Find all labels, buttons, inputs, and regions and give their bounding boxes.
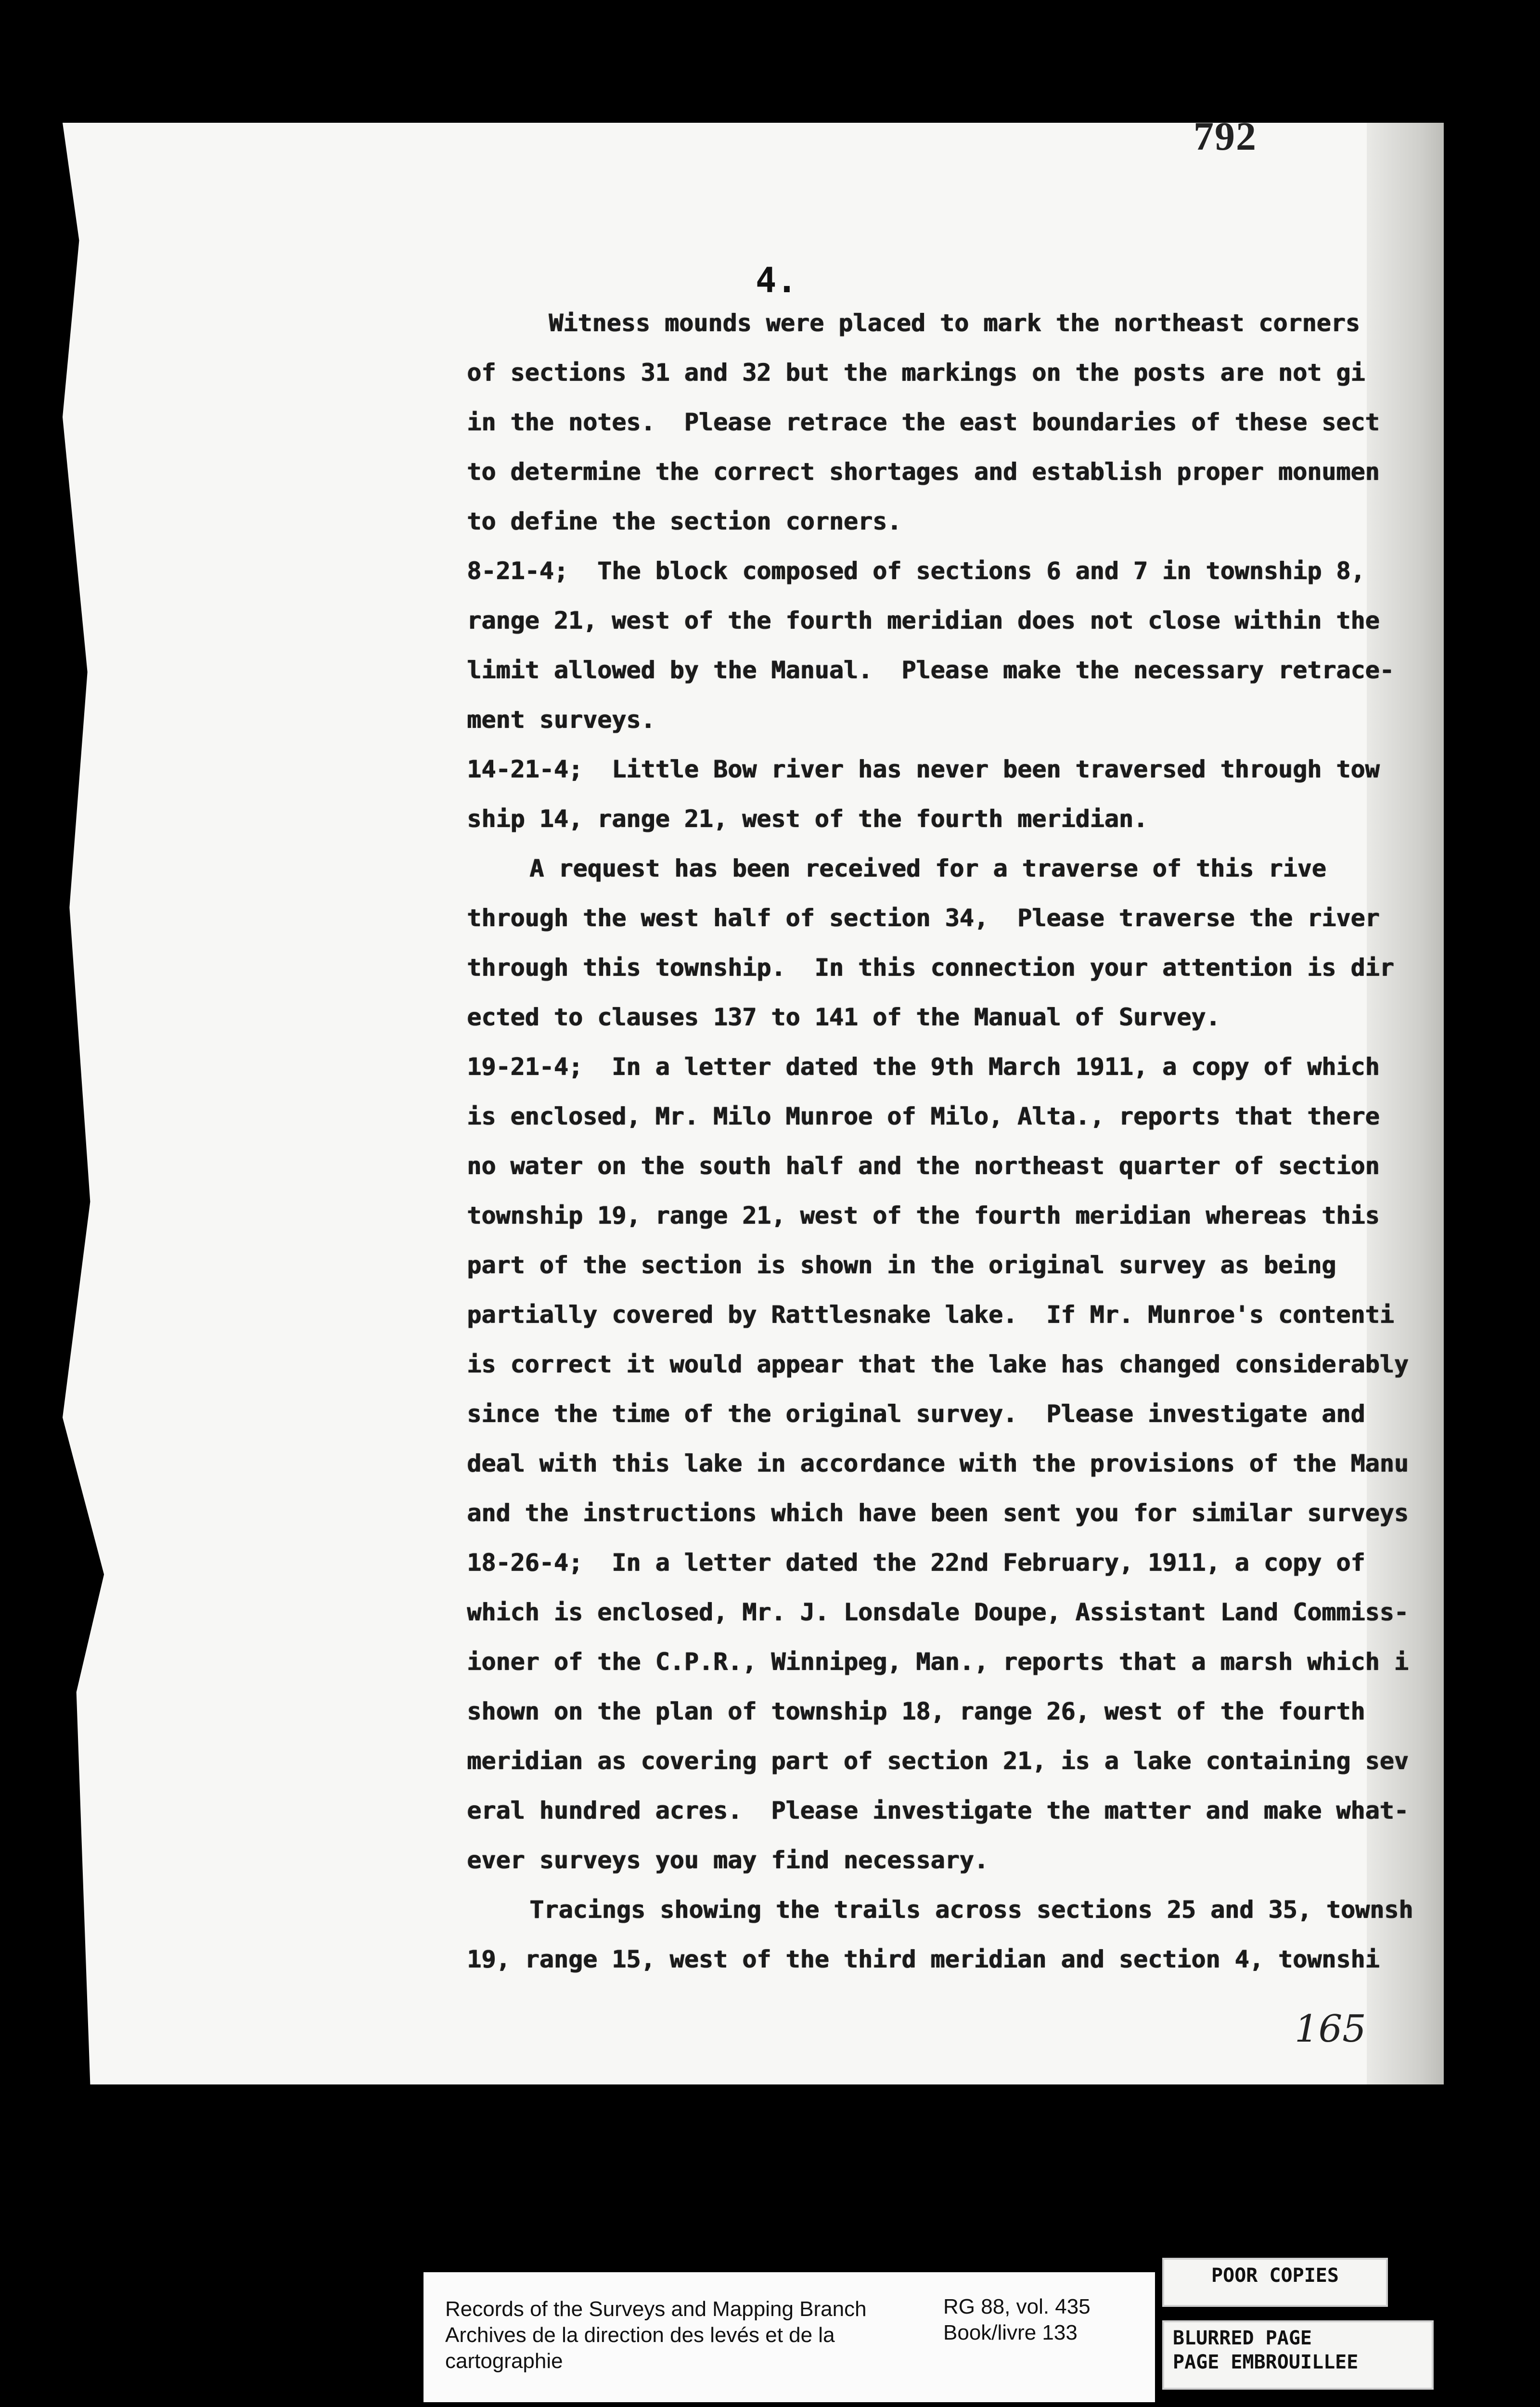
archive-record-title bbox=[445, 2296, 867, 2374]
typed-line: eral hundred acres. Please investigate the matter and make what- bbox=[467, 1797, 1409, 1825]
typed-line: is enclosed, Mr. Milo Munroe of Milo, Alta., reports that there bbox=[467, 1102, 1380, 1130]
typed-line: A request has been received for a traverse of this rive bbox=[529, 854, 1326, 882]
poor-copies-stamp: POOR COPIES bbox=[1162, 2258, 1388, 2307]
record-group-volume: RG 88, vol. 435 bbox=[943, 2295, 1091, 2318]
typed-line: since the time of the original survey. Please investigate and bbox=[467, 1400, 1365, 1428]
blurred-page-stamp bbox=[1162, 2320, 1434, 2390]
typed-line: ever surveys you may find necessary. bbox=[467, 1846, 988, 1874]
typed-line: ected to clauses 137 to 141 of the Manual of Survey. bbox=[467, 1003, 1220, 1031]
typed-line: deal with this lake in accordance with the provisions of the Manu bbox=[467, 1449, 1409, 1477]
archive-record-title-en: Records of the Surveys and Mapping Branch bbox=[445, 2297, 867, 2321]
archive-record-title-fr: Archives de la direction des levés et de la bbox=[445, 2323, 835, 2347]
typed-line: 18-26-4; In a letter dated the 22nd February, 1911, a copy of bbox=[467, 1549, 1365, 1577]
typed-line: no water on the south half and the northeast quarter of section bbox=[467, 1152, 1380, 1180]
section-number: 4. bbox=[756, 260, 797, 300]
typed-line: Tracings showing the trails across sections 25 and 35, townsh bbox=[529, 1896, 1413, 1924]
typed-line: of sections 31 and 32 but the markings on the posts are not gi bbox=[467, 359, 1365, 387]
typed-line: is correct it would appear that the lake has changed considerably bbox=[467, 1350, 1409, 1378]
typed-line: to define the section corners. bbox=[467, 507, 902, 535]
typed-line: and the instructions which have been sent you for similar surveys bbox=[467, 1499, 1409, 1527]
typed-line: ment surveys. bbox=[467, 706, 655, 734]
typed-line: ship 14, range 21, west of the fourth meridian. bbox=[467, 805, 1148, 833]
typed-line: township 19, range 21, west of the fourth meridian whereas this bbox=[467, 1202, 1380, 1229]
typed-line: through this township. In this connection your attention is dir bbox=[467, 954, 1394, 982]
archive-record-title-fr-cont: cartographie bbox=[445, 2349, 563, 2373]
typed-line: through the west half of section 34, Please traverse the river bbox=[467, 904, 1380, 932]
archive-reference-label bbox=[424, 2272, 1155, 2402]
handwritten-folio-number: 165 bbox=[1295, 2007, 1366, 2051]
typed-letter-body bbox=[467, 298, 1424, 1984]
typed-line: in the notes. Please retrace the east boundaries of these sect bbox=[467, 408, 1380, 436]
typed-line: 14-21-4; Little Bow river has never been traversed through tow bbox=[467, 755, 1380, 783]
typed-line: partially covered by Rattlesnake lake. If Mr. Munroe's contenti bbox=[467, 1301, 1394, 1329]
typed-line: limit allowed by the Manual. Please make the necessary retrace- bbox=[467, 656, 1394, 684]
typed-line: part of the section is shown in the original survey as being bbox=[467, 1251, 1336, 1279]
page-embrouillee-text: PAGE EMBROUILLEE bbox=[1173, 2351, 1359, 2373]
typed-line: ioner of the C.P.R., Winnipeg, Man., reports that a marsh which i bbox=[467, 1648, 1409, 1676]
book-number: Book/livre 133 bbox=[943, 2321, 1078, 2344]
typed-line: 19-21-4; In a letter dated the 9th March 1911, a copy of which bbox=[467, 1053, 1380, 1081]
archive-record-reference bbox=[943, 2294, 1091, 2346]
typed-line: Witness mounds were placed to mark the northeast corners bbox=[549, 309, 1360, 337]
typed-line: to determine the correct shortages and establish proper monumen bbox=[467, 458, 1380, 486]
page-number: 792 bbox=[1194, 114, 1257, 159]
typed-line: 8-21-4; The block composed of sections 6 and 7 in township 8, bbox=[467, 557, 1365, 585]
blurred-page-text: BLURRED PAGE bbox=[1173, 2327, 1312, 2349]
typed-line: shown on the plan of township 18, range 26, west of the fourth bbox=[467, 1697, 1365, 1725]
typed-line: meridian as covering part of section 21, is a lake containing sev bbox=[467, 1747, 1409, 1775]
typed-line: which is enclosed, Mr. J. Lonsdale Doupe, Assistant Land Commiss- bbox=[467, 1598, 1409, 1626]
typed-line: range 21, west of the fourth meridian does not close within the bbox=[467, 607, 1380, 634]
typed-line: 19, range 15, west of the third meridian and section 4, townshi bbox=[467, 1945, 1380, 1973]
